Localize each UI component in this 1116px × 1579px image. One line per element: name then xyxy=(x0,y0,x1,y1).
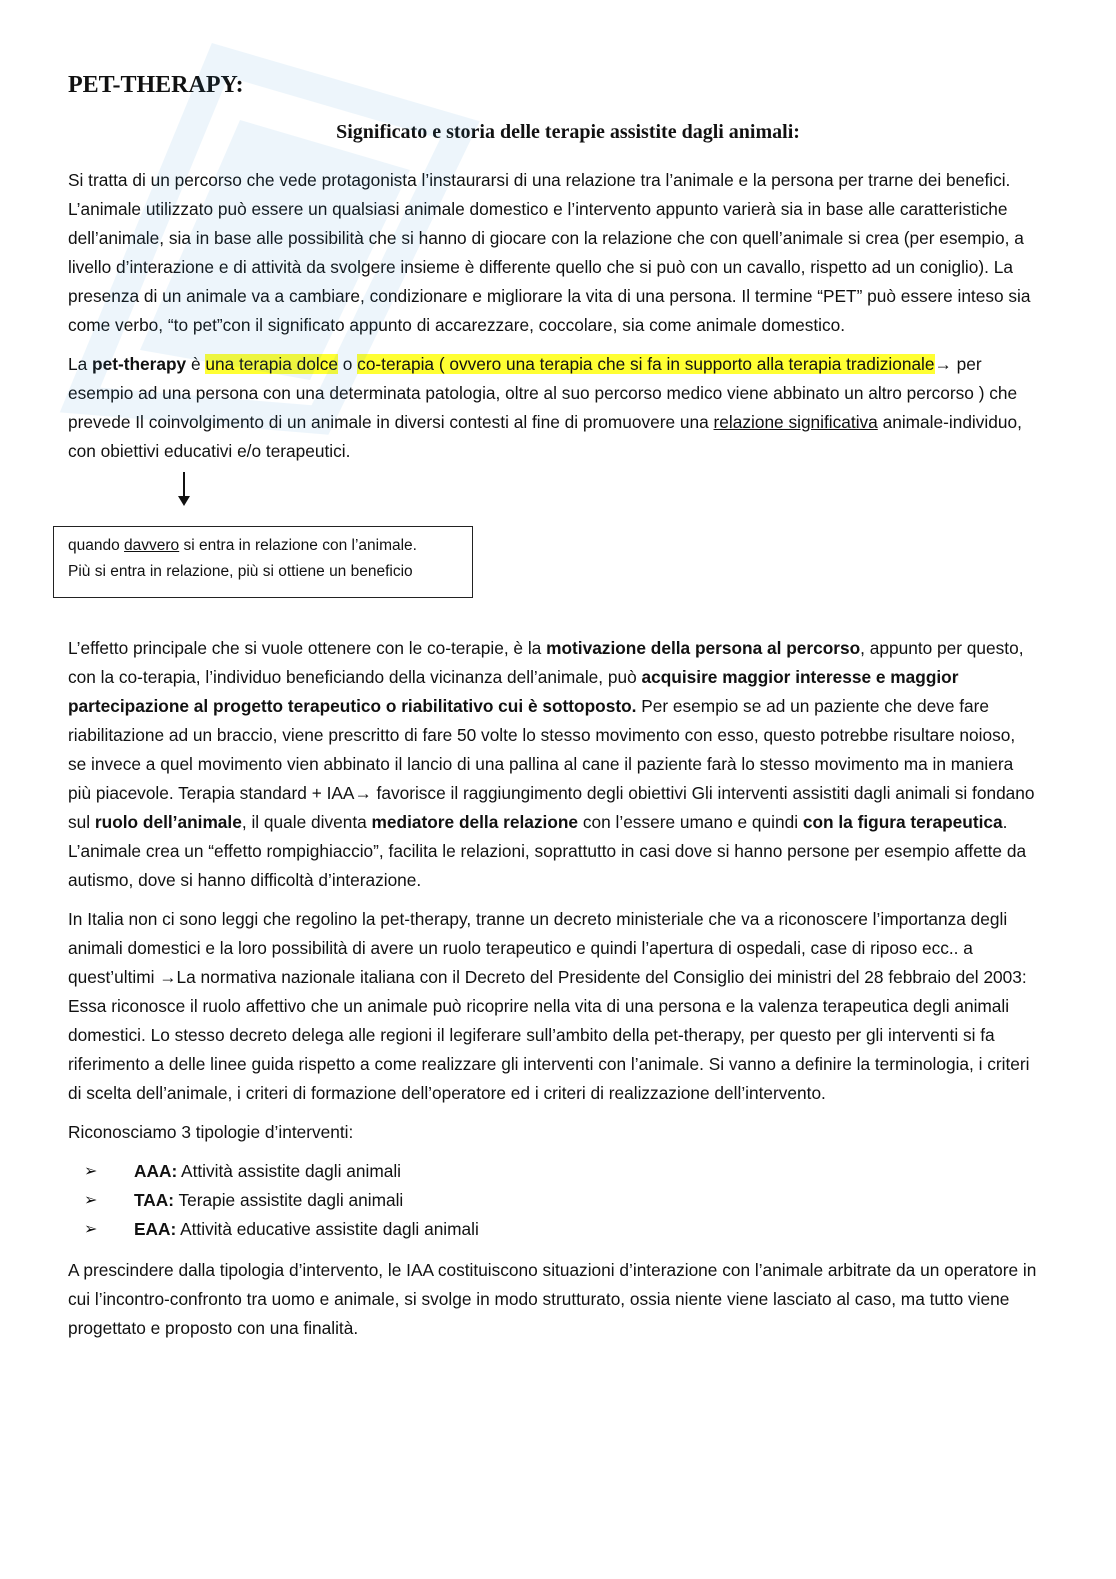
list-item: ➢ TAA: Terapie assistite dagli animali xyxy=(84,1186,1038,1215)
note-line-1: quando davvero si entra in relazione con l’animale. xyxy=(68,537,417,554)
note-box xyxy=(53,526,473,598)
list-item: ➢ AAA: Attività assistite dagli animali xyxy=(84,1157,1038,1186)
arrowhead-bullet-icon: ➢ xyxy=(84,1192,98,1209)
types-intro: Riconosciamo 3 tipologie d’interventi: xyxy=(68,1122,354,1142)
arrowhead-bullet-icon: ➢ xyxy=(84,1163,98,1180)
arrowhead-bullet-icon: ➢ xyxy=(84,1221,98,1238)
closing-paragraph: A prescindere dalla tipologia d’intervento, le IAA costituiscono situazioni d’interazione con l’animale arbitrate da un operatore in cui l’incontro-confronto tra uomo e animale, si svolge in modo strutturato, ossia niente viene lasciato al caso, ma tutto viene progettato e proposto con una finalità. xyxy=(68,1260,1037,1338)
law-paragraph: In Italia non ci sono leggi che regolino la pet-therapy, tranne un decreto ministeriale che va a riconoscere l’importanza degli animali domestici e la loro possibilità di avere un ruolo terapeutico e quindi l’apertura di ospedali, case di riposo ecc.. a quest’ultimi →La normativa nazionale italiana con il Decreto del Presidente del Consiglio dei ministri del 28 febbraio del 2003: Essa riconosce il ruolo affettivo che un animale può ricoprire nella vita di una persona e la valenza terapeutica degli animali domestici. Lo stesso decreto delega alle regioni il legiferare sull’ambito della pet-therapy, per questo per gli interventi si fa riferimento a delle linee guida rispetto a come realizzare gli interventi con l’animale. Si vanno a definire la terminologia, i criteri di scelta dell’animale, i criteri di formazione dell’operatore ed i criteri di realizzazione dell’intervento. xyxy=(68,909,1030,1103)
note-line-2: Più si entra in relazione, più si ottiene un beneficio xyxy=(68,563,413,580)
intro-paragraph: Si tratta di un percorso che vede protagonista l’instaurarsi di una relazione tra l’animale e la persona per trarne dei benefici. L’animale utilizzato può essere un qualsiasi animale domestico e l’intervento appunto varierà sia in base alle caratteristiche dell’animale, sia in base alle possibilità che si hanno di giocare con la relazione che con quell’animale si crea (per esempio, a livello d’interazione e di attività da svolgere insieme è differente quello che si può con un cavallo, rispetto ad un coniglio). La presenza di un animale va a cambiare, condizionare e migliorare la vita di una persona. Il termine “PET” può essere inteso sia come verbo, “to pet”con il significato appunto di accarezzare, coccolare, sia come animale domestico. xyxy=(68,170,1031,335)
arrow-container xyxy=(68,466,1038,518)
highlight-terapia-dolce: una terapia dolce xyxy=(205,354,338,374)
underlined-relazione: relazione significativa xyxy=(713,412,878,432)
arrow-down-icon xyxy=(176,472,192,508)
list-item: ➢ EAA: Attività educative assistite dagli animali xyxy=(84,1215,1038,1244)
page-title: PET-THERAPY: xyxy=(68,72,244,98)
highlight-co-terapia: co-terapia ( ovvero una terapia che si fa in supporto alla terapia tradizionale xyxy=(357,354,935,374)
effect-paragraph: L’effetto principale che si vuole ottenere con le co-terapie, è la motivazione della persona al percorso, appunto per questo, con la co-terapia, l’individuo beneficiando della vicinanza dell’animale, può acquisire maggior interesse e maggior partecipazione al progetto terapeutico o riabilitativo cui è sottoposto. Per esempio se ad un paziente che deve fare riabilitazione ad un braccio, viene prescritto di fare 50 volte lo stesso movimento con esso, questo potrebbe risultare noioso, se invece a quel movimento vien abbinato il lancio di una pallina al cane il paziente farà lo stesso movimento ma in maniera più piacevole. Terapia standard + IAA→ favorisce il raggiungimento degli obiettivi Gli interventi assistiti dagli animali si fondano sul ruolo dell’animale, il quale diventa mediatore della relazione con l’essere umano e quindi con la figura terapeutica. L’animale crea un “effetto rompighiaccio”, facilita le relazioni, soprattutto in casi dove si hanno persone per esempio affette da autismo, dove si hanno difficoltà d’interazione. xyxy=(68,638,1035,890)
types-list xyxy=(68,1157,1038,1244)
section-subtitle: Significato e storia delle terapie assistite dagli animali: xyxy=(336,121,800,143)
definition-paragraph: La pet-therapy è una terapia dolce o co-terapia ( ovvero una terapia che si fa in supporto alla terapia tradizionale→ per esempio ad una persona con una determinata patologia, oltre al suo percorso medico viene abbinato un altro percorso ) che prevede Il coinvolgimento di un animale in diversi contesti al fine di promuovere una relazione significativa animale-individuo, con obiettivi educativi e/o terapeutici. xyxy=(68,354,1022,461)
